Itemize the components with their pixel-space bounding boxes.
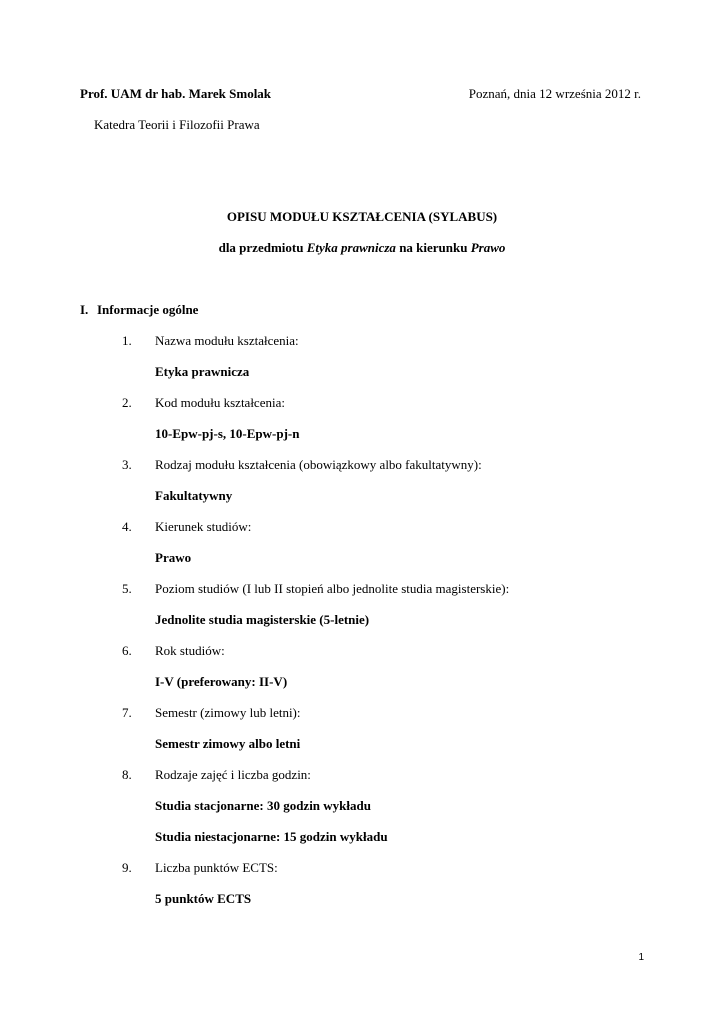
section-title: Informacje ogólne [97,302,199,317]
list-item-number: 7. [122,705,132,720]
list-item-value: Studia stacjonarne: 30 godzin wykładu [155,798,371,813]
list-item-label: Rodzaj modułu kształcenia (obowiązkowy albo fakultatywny): [155,457,482,472]
list-item-label: Rodzaje zajęć i liczba godzin: [155,767,311,782]
list-item-label: Semestr (zimowy lub letni): [155,705,301,720]
list-item-value: Semestr zimowy albo letni [155,736,301,751]
list-item-number: 4. [122,519,132,534]
list-item-label: Rok studiów: [155,643,225,658]
document-subtitle [0,240,724,256]
section-number: I. [80,302,89,317]
list-item-value: Prawo [155,550,192,565]
list-item-number: 2. [122,395,132,410]
list-item-value: 5 punktów ECTS [155,891,252,906]
list-item-label: Kierunek studiów: [155,519,252,534]
subtitle-middle: na kierunku [395,240,471,255]
list-item-number: 5. [122,581,132,596]
department-name: Katedra Teorii i Filozofii Prawa [94,117,260,132]
list-item-label: Nazwa modułu kształcenia: [155,333,299,348]
list-item-value: Jednolite studia magisterskie (5-letnie) [155,612,370,627]
list-item-label: Liczba punktów ECTS: [155,860,278,875]
author-name: Prof. UAM dr hab. Marek Smolak [80,86,272,101]
list-item-label: Poziom studiów (I lub II stopień albo jednolite studia magisterskie): [155,581,510,596]
subtitle-prefix: dla przedmiotu [218,240,307,255]
list-item-label: Kod modułu kształcenia: [155,395,285,410]
document-title: OPISU MODUŁU KSZTAŁCENIA (SYLABUS) [226,209,498,224]
list-item-value: Studia niestacjonarne: 15 godzin wykładu [155,829,388,844]
list-item-number: 1. [122,333,132,348]
list-item-value: Fakultatywny [155,488,233,503]
subtitle-subject: Etyka prawnicza [306,240,396,255]
place-and-date: Poznań, dnia 12 września 2012 r. [468,86,641,101]
list-item-number: 9. [122,860,132,875]
subtitle-field: Prawo [470,240,506,255]
list-item-number: 6. [122,643,132,658]
list-item-number: 8. [122,767,132,782]
list-item-number: 3. [122,457,132,472]
list-item-value: I-V (preferowany: II-V) [155,674,288,689]
page-number: 1 [638,952,644,963]
list-item-value: 10-Epw-pj-s, 10-Epw-pj-n [155,426,300,441]
list-item-value: Etyka prawnicza [155,364,250,379]
